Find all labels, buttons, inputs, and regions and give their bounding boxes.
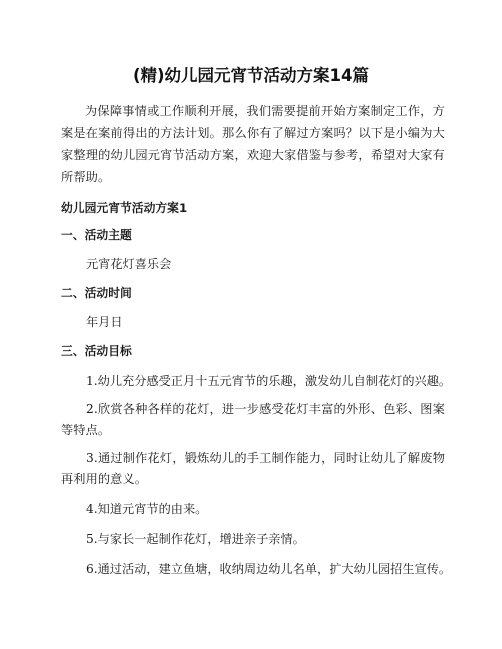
section-heading-theme: 一、活动主题 [61,228,132,242]
goal-item: 3.通过制作花灯，锻炼幼儿的手工制作能力，同时让幼儿了解废物再利用的意义。 [61,451,445,486]
plan-heading: 幼儿园元宵节活动方案1 [61,201,188,215]
intro-paragraph: 为保障事情或工作顺利开展，我们需要提前开始方案制定工作，方案是在案前得出的方法计划。那么你有了解过方案吗？以下是小编为大家整理的幼儿园元宵节活动方案，欢迎大家借鉴与参考，希望对大家有所帮助。 [61,104,445,184]
section-text-time: 年月日 [86,315,123,329]
goal-item: 6.通过活动，建立鱼塘，收纳周边幼儿名单，扩大幼儿园招生宣传。 [86,562,452,576]
goal-item: 2.欣赏各种各样的花灯，进一步感受花灯丰富的外形、色彩、图案等特点。 [61,402,445,437]
goal-item: 5.与家长一起制作花灯，增进亲子亲情。 [86,532,305,546]
section-text-theme: 元宵花灯喜乐会 [86,257,172,271]
section-heading-time: 二、活动时间 [61,286,132,300]
goal-item: 1.幼儿充分感受正月十五元宵节的乐趣，激发幼儿自制花灯的兴趣。 [86,374,452,388]
section-heading-goals: 三、活动目标 [61,344,132,358]
document-title: (精)幼儿园元宵节活动方案14篇 [132,66,370,85]
goal-item: 4.知道元宵节的由来。 [86,502,208,516]
